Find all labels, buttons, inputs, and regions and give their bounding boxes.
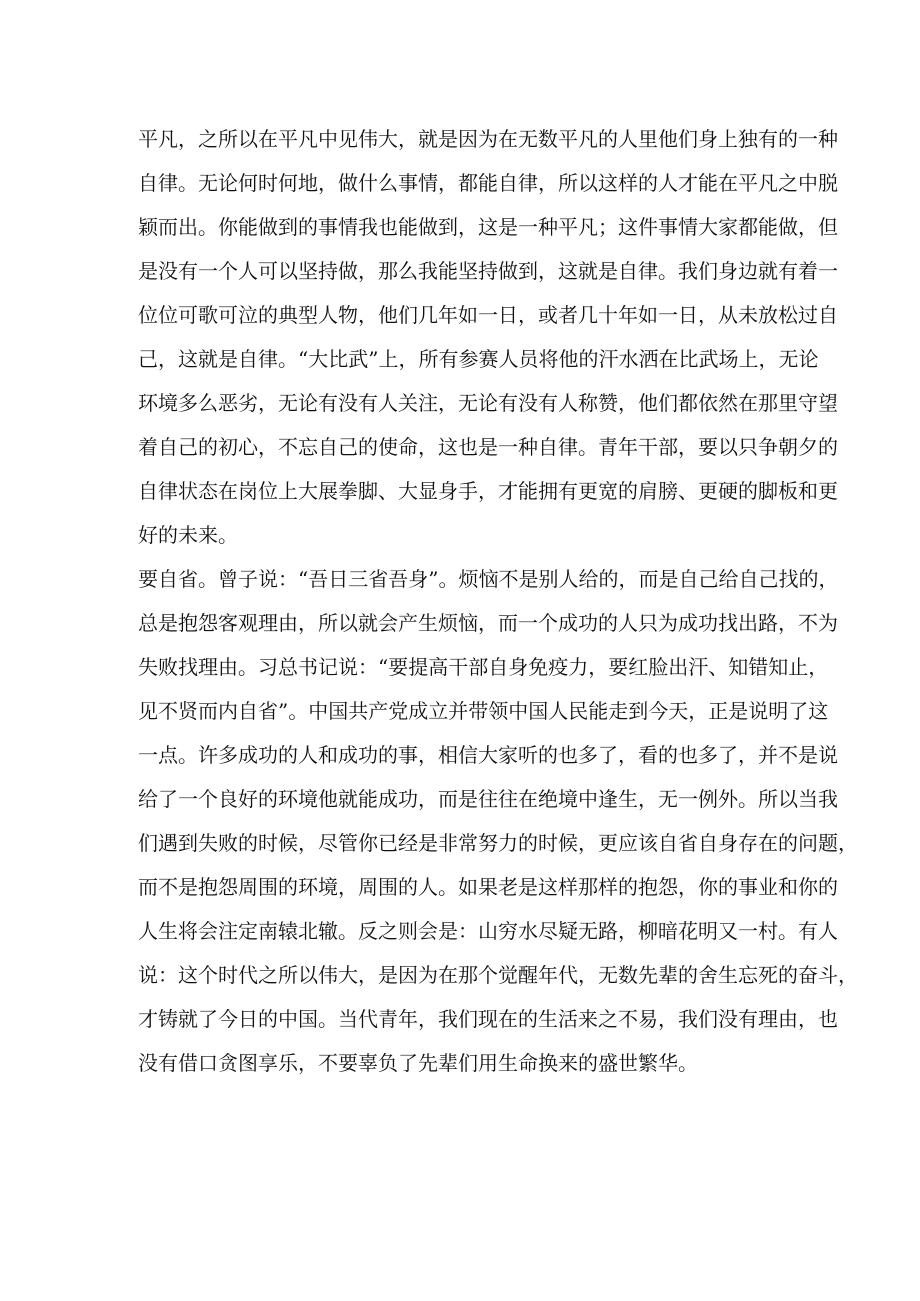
text-line: 好的未来。 [138,523,238,547]
text-line: 们遇到失败的时候，尽管你已经是非常努力的时候，更应该自省自身存在的问题， [138,831,858,855]
text-line: 一点。许多成功的人和成功的事，相信大家听的也多了，看的也多了，并不是说 [138,743,838,767]
text-line: 环境多么恶劣，无论有没有人关注，无论有没有人称赞，他们都依然在那里守望 [138,391,838,415]
text-line: 说：这个时代之所以伟大，是因为在那个觉醒年代，无数先辈的舍生忘死的奋斗， [138,963,858,987]
text-line: 是没有一个人可以坚持做，那么我能坚持做到，这就是自律。我们身边就有着一 [138,259,838,283]
text-line: 自律。无论何时何地，做什么事情，都能自律，所以这样的人才能在平凡之中脱 [138,171,838,195]
text-line: 要自省。曾子说：“吾日三省吾身”。烦恼不是别人给的，而是自己给自己找的， [138,567,839,591]
text-line: 着自己的初心，不忘自己的使命，这也是一种自律。青年干部，要以只争朝夕的 [138,435,838,459]
text-line: 见不贤而内自省”。中国共产党成立并带领中国人民能走到今天，正是说明了这 [138,699,829,723]
text-line: 失败找理由。习总书记说：“要提高干部自身免疫力，要红脸出汗、知错知止， [138,655,829,679]
text-line: 己，这就是自律。“大比武”上，所有参赛人员将他的汗水洒在比武场上，无论 [138,347,819,371]
text-line: 而不是抱怨周围的环境，周围的人。如果老是这样那样的抱怨，你的事业和你的 [138,875,838,899]
text-line: 自律状态在岗位上大展拳脚、大显身手，才能拥有更宽的肩膀、更硬的脚板和更 [138,479,838,503]
text-line: 人生将会注定南辕北辙。反之则会是：山穷水尽疑无路，柳暗花明又一村。有人 [138,919,838,943]
text-line: 没有借口贪图享乐，不要辜负了先辈们用生命换来的盛世繁华。 [138,1051,698,1075]
text-line: 总是抱怨客观理由，所以就会产生烦恼，而一个成功的人只为成功找出路，不为 [138,611,838,635]
text-line: 位位可歌可泣的典型人物，他们几年如一日，或者几十年如一日，从未放松过自 [138,303,838,327]
text-line: 平凡，之所以在平凡中见伟大，就是因为在无数平凡的人里他们身上独有的一种 [138,127,838,151]
text-line: 才铸就了今日的中国。当代青年，我们现在的生活来之不易，我们没有理由，也 [138,1007,838,1031]
text-line: 颖而出。你能做到的事情我也能做到，这是一种平凡；这件事情大家都能做，但 [138,215,838,239]
text-line: 给了一个良好的环境他就能成功，而是往往在绝境中逢生，无一例外。所以当我 [138,787,838,811]
